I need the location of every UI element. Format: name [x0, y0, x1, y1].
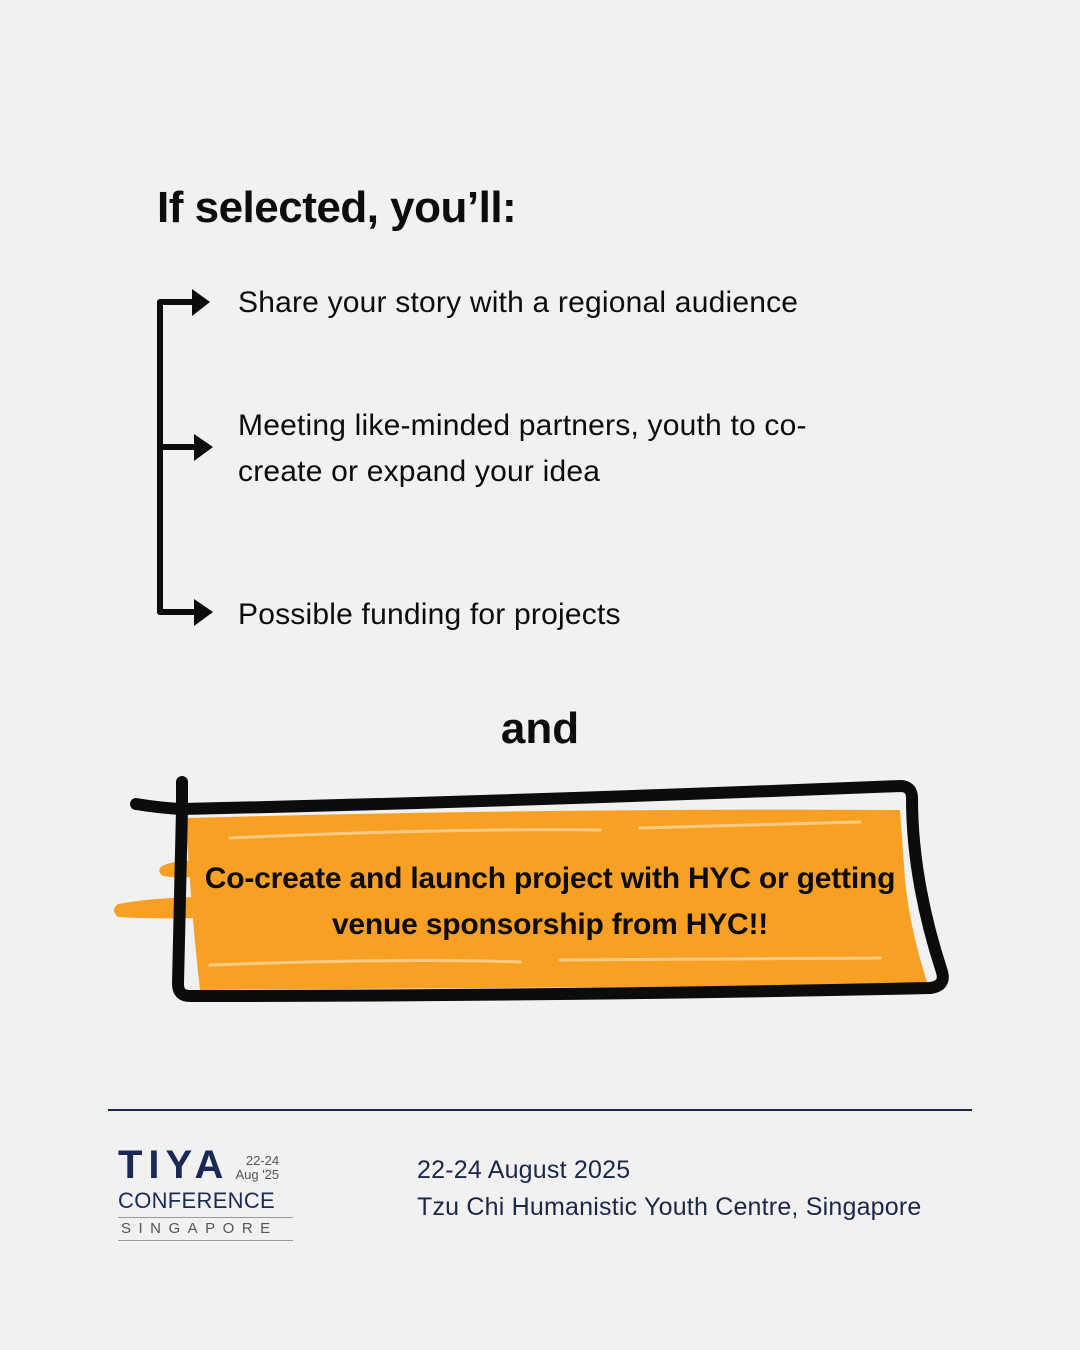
- logo-conference: CONFERENCE: [118, 1188, 276, 1213]
- logo-dates-days: 22-24: [245, 1153, 280, 1168]
- event-date: 22-24 August 2025: [417, 1156, 631, 1184]
- logo-country: SINGAPORE: [118, 1217, 293, 1241]
- benefit-item-story: Share your story with a regional audience: [238, 286, 799, 319]
- logo-dates-month: Aug '25: [235, 1167, 280, 1182]
- highlight-text: Co-create and launch project with HYC or getting venue sponsorship from HYC!!: [204, 862, 896, 941]
- logo-word: TIYA: [118, 1143, 230, 1187]
- event-details: [417, 1152, 922, 1226]
- connector-and: and: [500, 704, 580, 753]
- event-venue: Tzu Chi Humanistic Youth Centre, Singapore: [417, 1193, 922, 1221]
- benefit-item-funding: Possible funding for projects: [238, 598, 621, 631]
- benefit-item-partners: Meeting like-minded partners, youth to co-create or expand your idea: [238, 409, 807, 488]
- tiya-conference-logo: [118, 1143, 298, 1241]
- footer-divider: [108, 1109, 972, 1111]
- page-heading: If selected, you’ll:: [157, 183, 517, 232]
